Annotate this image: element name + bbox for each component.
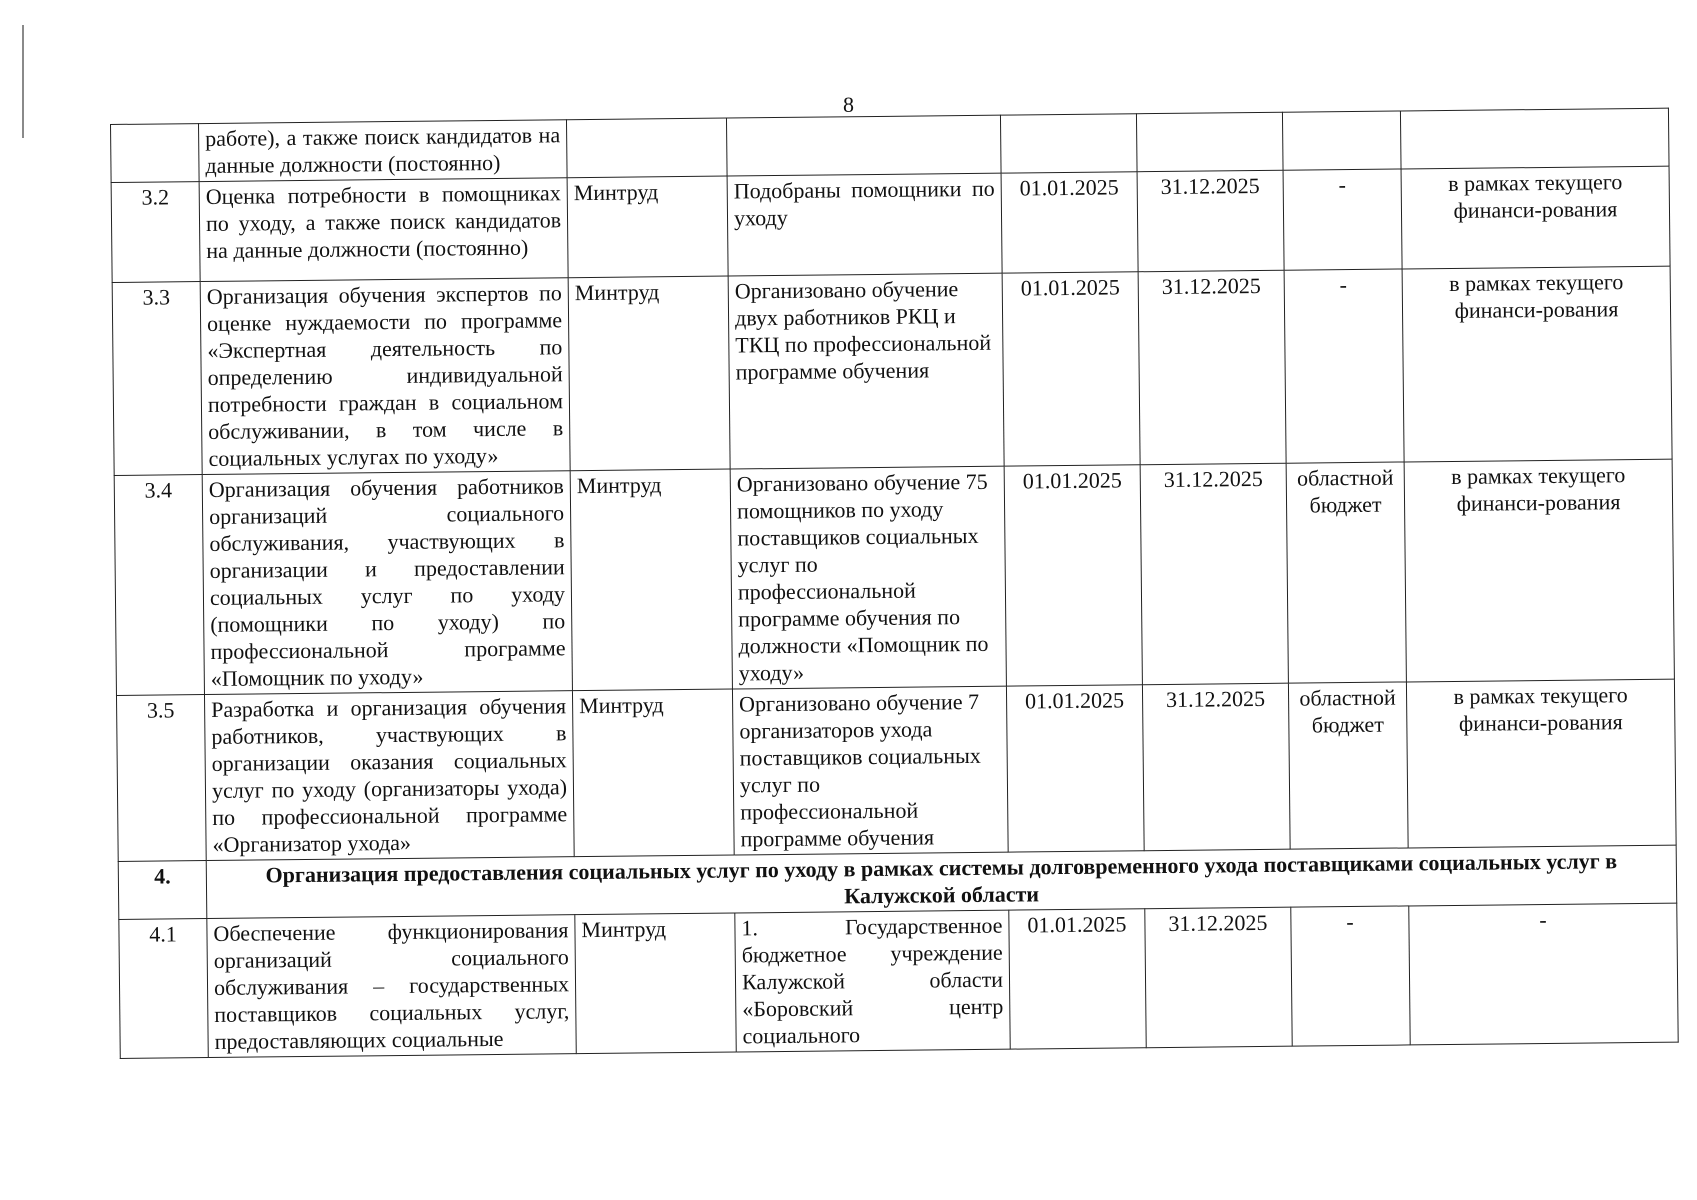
scan-edge-line	[22, 25, 24, 138]
cell-start: 01.01.2025	[1004, 465, 1142, 686]
cell-name: Обеспечение функционирования организаций социального обслуживания – государственных поставщиков социальных услуг, предоставляющих социальные	[207, 915, 576, 1058]
cell-funding	[1400, 108, 1669, 169]
cell-result: 1. Государственное бюджетное учреждение Калужской области «Боровский центр социального	[735, 910, 1010, 1052]
section-num: 4.	[118, 861, 207, 920]
cell-name: Оценка потребности в помощниках по уходу, а также поиск кандидатов на данные должности (постоянно)	[199, 178, 568, 282]
plan-table	[110, 108, 1679, 1059]
cell-end: 31.12.2025	[1140, 463, 1288, 685]
cell-start	[1000, 114, 1137, 173]
cell-name: Организация обучения экспертов по оценке нуждаемости по программе «Экспертная деятельность по определению индивидуальной потребности граждан в социальном обслуживании, в том числе в социальных услугах по уходу»	[200, 278, 570, 475]
cell-result: Организовано обучение 75 помощников по уходу поставщиков социальных услуг по профессиональной программе обучения по должности «Помощник по уходу»	[730, 466, 1006, 689]
cell-executor: Минтруд	[568, 276, 730, 471]
cell-source	[1282, 111, 1401, 170]
cell-source: -	[1283, 169, 1402, 270]
cell-start: 01.01.2025	[1001, 172, 1138, 273]
cell-num	[111, 124, 200, 183]
cell-name: Организация обучения работников организаций социального обслуживания, участвующих в организации и предоставлении социальных услуг по уходу (помощники по уходу) по профессиональной программе «Помощник по уходу»	[202, 471, 572, 695]
section-title: Организация предоставления социальных услуг по уходу в рамках системы долговременного ухода поставщиками социальных услуг в Калужской области	[206, 845, 1677, 918]
document-table-wrapper	[110, 108, 1678, 1059]
cell-num: 4.1	[119, 919, 208, 1059]
cell-name: работе), а также поиск кандидатов на данные должности (постоянно)	[199, 120, 568, 182]
cell-executor: Минтруд	[570, 469, 732, 691]
cell-source: -	[1284, 269, 1404, 463]
table-row	[116, 679, 1676, 861]
cell-source: -	[1291, 906, 1410, 1046]
cell-executor: Минтруд	[572, 689, 734, 857]
cell-start: 01.01.2025	[1006, 685, 1144, 852]
cell-source: областной бюджет	[1286, 462, 1406, 683]
cell-end: 31.12.2025	[1137, 170, 1284, 272]
cell-result	[726, 115, 1001, 176]
cell-funding: -	[1409, 903, 1678, 1045]
table-row	[119, 903, 1678, 1058]
cell-funding: в рамках текущего финанси-рования	[1401, 166, 1670, 269]
cell-num: 3.3	[112, 282, 202, 476]
cell-funding: в рамках текущего финанси-рования	[1406, 679, 1676, 848]
table-row	[114, 459, 1674, 695]
cell-executor	[566, 118, 727, 178]
cell-source: областной бюджет	[1288, 682, 1408, 849]
cell-end: 31.12.2025	[1138, 270, 1286, 465]
cell-num: 3.5	[116, 695, 206, 862]
cell-end: 31.12.2025	[1145, 907, 1292, 1048]
cell-start: 01.01.2025	[1009, 909, 1146, 1049]
cell-start: 01.01.2025	[1002, 272, 1140, 466]
cell-end: 31.12.2025	[1142, 683, 1290, 851]
cell-executor: Минтруд	[567, 176, 728, 278]
cell-num: 3.2	[111, 182, 200, 283]
cell-name: Разработка и организация обучения работников, участвующих в организации оказания социальных услуг по уходу (организаторы ухода) по профессиональной программе «Организатор ухода»	[204, 691, 574, 861]
cell-num: 3.4	[114, 475, 204, 696]
cell-result: Подобраны помощники по уходу	[727, 173, 1002, 276]
cell-result: Организовано обучение 7 организаторов ухода поставщиков социальных услуг по профессиональной программе обучения	[732, 686, 1008, 855]
table-row	[111, 166, 1670, 282]
cell-funding: в рамках текущего финанси-рования	[1404, 459, 1674, 682]
cell-end	[1136, 112, 1283, 172]
cell-executor: Минтруд	[575, 913, 736, 1054]
page-number: 8	[843, 92, 854, 117]
cell-result: Организовано обучение двух работников РКЦ и ТКЦ по профессиональной программе обучения	[728, 273, 1004, 469]
table-row	[112, 266, 1672, 475]
cell-funding: в рамках текущего финанси-рования	[1402, 266, 1672, 462]
